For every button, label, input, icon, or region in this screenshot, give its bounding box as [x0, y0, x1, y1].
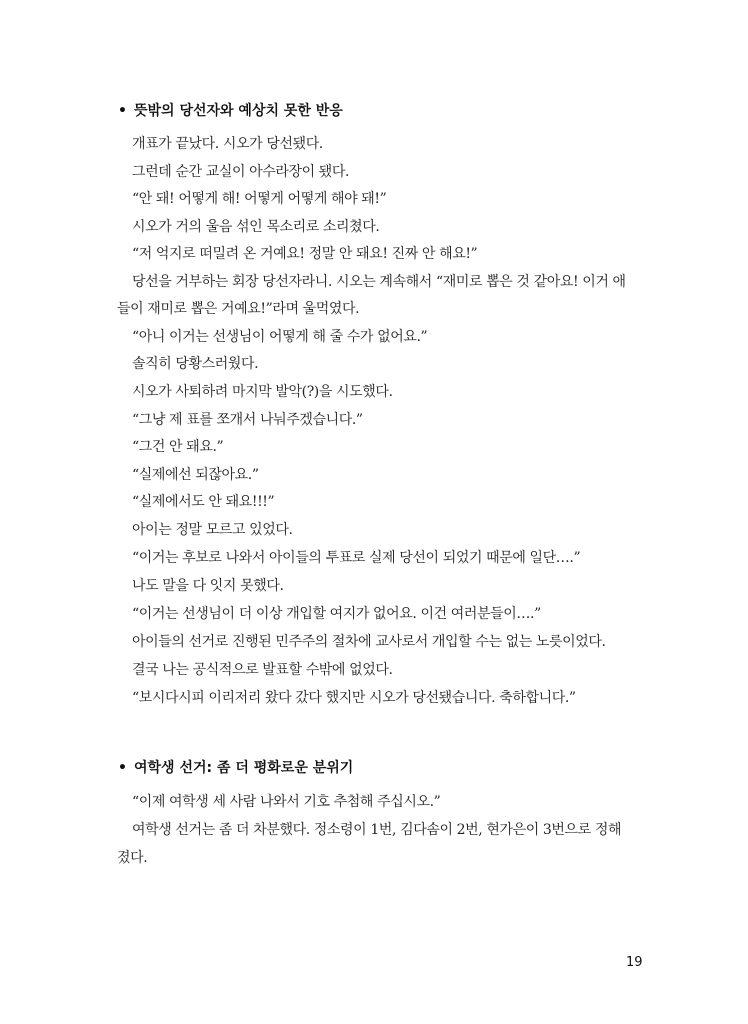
- paragraph-line: “실제에선 되잖아요.”: [132, 467, 259, 483]
- paragraph-line: 아이들의 선거로 진행된 민주주의 절차에 교사로서 개입할 수는 없는 노릇이었다.: [132, 634, 606, 650]
- section-title: 뜻밖의 당선자와 예상치 못한 반응: [134, 103, 343, 119]
- paragraph-line: 시오가 거의 울음 섞인 목소리로 소리쳤다.: [132, 219, 380, 235]
- section-title: 여학생 선거: 좀 더 평화로운 분위기: [134, 760, 354, 776]
- paragraph-line: 여학생 선거는 좀 더 차분했다. 정소령이 1번, 김다솜이 2번, 현가은이 3번으로 정해: [132, 822, 622, 838]
- paragraph-line: 개표가 끝났다. 시오가 당선됐다.: [132, 136, 323, 152]
- paragraph-line: 나도 말을 다 잇지 못했다.: [132, 578, 284, 594]
- section-heading: [118, 757, 353, 777]
- section-heading: [118, 100, 343, 120]
- paragraph-line: 당선을 거부하는 회장 당선자라니. 시오는 계속해서 “재미로 뽑은 것 같아요! 이거 애: [132, 274, 626, 290]
- paragraph-line: “이제 여학생 세 사람 나와서 기호 추첨해 주십시오.”: [132, 794, 441, 810]
- paragraph-line: “실제에서도 안 돼요!!!”: [132, 494, 275, 510]
- paragraph-line: 결국 나는 공식적으로 발표할 수밖에 없었다.: [132, 662, 393, 678]
- paragraph-line: “이거는 후보로 나와서 아이들의 투표로 실제 당선이 되었기 때문에 일단….”: [132, 550, 581, 566]
- paragraph-line: 솔직히 당황스러웠다.: [132, 356, 259, 372]
- paragraph-line: “안 돼! 어떻게 해! 어떻게 어떻게 해야 돼!”: [132, 191, 387, 207]
- paragraph-line: “저 억지로 떠밀려 온 거예요! 정말 안 돼요! 진짜 안 해요!”: [132, 246, 478, 262]
- paragraph-line: 시오가 사퇴하려 마지막 발악(?)을 시도했다.: [132, 384, 393, 400]
- paragraph-line: “보시다시피 이리저리 왔다 갔다 했지만 시오가 당선됐습니다. 축하합니다.”: [132, 690, 576, 706]
- page-number: 19: [626, 955, 643, 970]
- paragraph-line: “그건 안 돼요.”: [132, 439, 224, 455]
- bullet: •: [118, 103, 127, 119]
- paragraph-line: 그런데 순간 교실이 아수라장이 됐다.: [132, 164, 350, 180]
- paragraph-line: “이거는 선생님이 더 이상 개입할 여지가 없어요. 이건 여러분들이….”: [132, 606, 541, 622]
- bullet: •: [118, 760, 127, 776]
- paragraph-line: “아니 이거는 선생님이 어떻게 해 줄 수가 없어요.”: [132, 329, 428, 345]
- paragraph-line: 졌다.: [117, 850, 148, 866]
- paragraph-line: “그냥 제 표를 쪼개서 나눠주겠습니다.”: [132, 412, 363, 428]
- paragraph-line: 들이 재미로 뽑은 거예요!”라며 울먹였다.: [117, 301, 360, 317]
- paragraph-line: 아이는 정말 모르고 있었다.: [132, 522, 293, 538]
